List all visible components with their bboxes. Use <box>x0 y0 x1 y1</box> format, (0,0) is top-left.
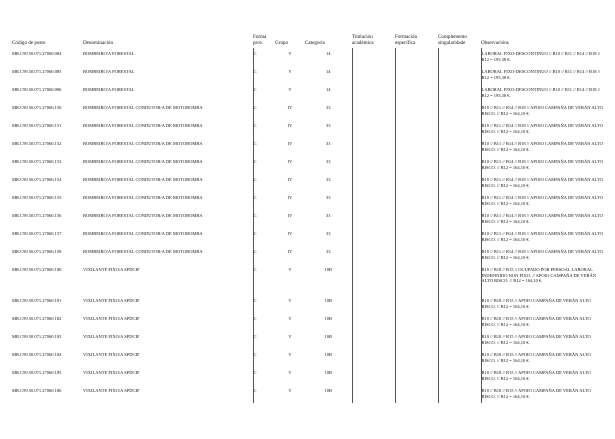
cell-observacions: B10 // B11 // B14 // B18 // APOIO CAMPAÑA DE VERÁN ALTO RISCO. // B12 = 164,10 €. <box>481 210 606 228</box>
cell-grupo: IV <box>287 123 293 128</box>
cell-observacions: B10 // B11 // B14 // B18 // APOIO CAMPAÑA DE VERÁN ALTO RISCO. // B12 = 164,10 €. <box>481 174 606 192</box>
cell-grupo: IV <box>287 249 293 254</box>
cell-denominacion: BOMBEIRO/A FORESTAL CONDUTOR/A DE MOTOBOMBA <box>83 141 203 146</box>
cell-observacions: B10 // B11 // B14 // B18 // APOIO CAMPAÑA DE VERÁN ALTO RISCO. // B12 = 164,10 €. <box>481 120 606 138</box>
cell-formacion <box>395 192 438 210</box>
header-complemento: Complemento singularidade <box>438 34 467 47</box>
cell-grupo: IV <box>287 177 293 182</box>
cell-titulacion <box>352 102 395 120</box>
cell-formacion <box>395 331 438 349</box>
cell-codigo: MR.C99.50.071.27060.150 <box>12 105 62 110</box>
cell-titulacion <box>352 264 395 295</box>
cell-forma: C <box>253 228 275 246</box>
cell-grupo: IV <box>287 231 293 236</box>
cell-titulacion <box>352 246 395 264</box>
cell-categoria: 10B <box>324 388 332 393</box>
cell-denominacion: BOMBEIRO/A FORESTAL <box>83 69 135 74</box>
cell-denominacion: BOMBEIRO/A FORESTAL CONDUTOR/A DE MOTOBOMBA <box>83 195 203 200</box>
cell-titulacion <box>352 192 395 210</box>
cell-forma: C <box>253 66 275 84</box>
cell-categoria: 10B <box>324 352 332 357</box>
cell-formacion <box>395 210 438 228</box>
cell-forma: C <box>253 84 275 102</box>
cell-formacion <box>395 84 438 102</box>
cell-complemento <box>438 228 481 246</box>
cell-denominacion: BOMBEIRO/A FORESTAL CONDUTOR/A DE MOTOBOMBA <box>83 123 203 128</box>
cell-titulacion <box>352 295 395 313</box>
table-row <box>12 192 606 210</box>
table-row <box>12 295 606 313</box>
cell-forma: C <box>253 246 275 264</box>
cell-codigo: MR.C99.50.071.27060.086 <box>12 87 62 92</box>
cell-formacion <box>395 349 438 367</box>
cell-complemento <box>438 138 481 156</box>
table-row <box>12 367 606 385</box>
cell-formacion <box>395 156 438 174</box>
cell-forma: C <box>253 264 275 295</box>
cell-formacion <box>395 120 438 138</box>
cell-formacion <box>395 228 438 246</box>
table-row <box>12 228 606 246</box>
cell-categoria: 10B <box>324 298 332 303</box>
cell-denominacion: BOMBEIRO/A FORESTAL CONDUTOR/A DE MOTOBOMBA <box>83 105 203 110</box>
cell-denominacion: VIXILANTE FIXO/A SPDCIF <box>83 267 140 272</box>
cell-codigo: MR.C99.50.071.27060.156 <box>12 213 62 218</box>
cell-forma: C <box>253 331 275 349</box>
cell-grupo: V <box>288 51 292 56</box>
cell-formacion <box>395 264 438 295</box>
cell-grupo: IV <box>287 195 293 200</box>
cell-observacions: B10 // B18 // B15 // OCUPADO POR PERSOAL LABORAL INDEFINIDO NON FIXO. // APOIO CAMPAÑA DE VERÁN ALTO RISCO. // B12 = 164,10 €. <box>481 264 606 295</box>
table-body <box>12 48 606 403</box>
header-codigo: Código de posto <box>12 40 46 47</box>
cell-codigo: MR.C99.50.071.27060.152 <box>12 141 62 146</box>
cell-categoria: 33 <box>326 123 331 128</box>
cell-observacions: LABORAL FIXO-DESCONTINUO // B10 // B11 // B14 // B18 // B12 = 195,38 €. <box>481 66 606 84</box>
cell-codigo: MR.C99.50.071.27060.186 <box>12 388 62 393</box>
cell-grupo: V <box>288 334 292 339</box>
cell-codigo: MR.C99.50.071.27060.155 <box>12 195 62 200</box>
cell-complemento <box>438 120 481 138</box>
cell-grupo: IV <box>287 213 293 218</box>
cell-titulacion <box>352 349 395 367</box>
cell-complemento <box>438 246 481 264</box>
cell-codigo: MR.C99.50.071.27060.154 <box>12 177 62 182</box>
cell-grupo: V <box>288 69 292 74</box>
cell-codigo: MR.C99.50.071.27060.158 <box>12 249 62 254</box>
cell-complemento <box>438 313 481 331</box>
cell-grupo: V <box>288 352 292 357</box>
table-row <box>12 84 606 102</box>
cell-codigo: MR.C99.50.071.27060.151 <box>12 123 62 128</box>
table-row <box>12 156 606 174</box>
table-header <box>12 33 606 48</box>
cell-categoria: 33 <box>326 249 331 254</box>
header-observacions: Observacións <box>481 40 509 47</box>
table-row <box>12 331 606 349</box>
header-forma: Forma prov. <box>253 34 267 47</box>
cell-grupo: V <box>288 388 292 393</box>
cell-codigo: MR.C99.50.071.27060.183 <box>12 334 62 339</box>
table-row <box>12 48 606 66</box>
cell-grupo: IV <box>287 105 293 110</box>
cell-grupo: V <box>288 298 292 303</box>
cell-forma: C <box>253 156 275 174</box>
cell-forma: C <box>253 210 275 228</box>
cell-complemento <box>438 264 481 295</box>
cell-formacion <box>395 48 438 66</box>
cell-observacions: B10 // B18 // B15 // APOIO CAMPAÑA DE VERÁN ALTO RISCO. // B12 = 164,10 €. <box>481 367 606 385</box>
cell-formacion <box>395 174 438 192</box>
cell-grupo: IV <box>287 141 293 146</box>
cell-titulacion <box>352 84 395 102</box>
cell-codigo: MR.C99.50.071.27060.182 <box>12 316 62 321</box>
cell-titulacion <box>352 138 395 156</box>
cell-titulacion <box>352 174 395 192</box>
cell-complemento <box>438 192 481 210</box>
cell-complemento <box>438 174 481 192</box>
cell-formacion <box>395 313 438 331</box>
cell-denominacion: VIXILANTE FIXO/A SPDCIF <box>83 298 140 303</box>
table-row <box>12 174 606 192</box>
table-row <box>12 385 606 403</box>
cell-observacions: B10 // B18 // B15 // APOIO CAMPAÑA DE VERÁN ALTO RISCO. // B12 = 164,10 €. <box>481 385 606 403</box>
cell-forma: C <box>253 138 275 156</box>
cell-categoria: 33 <box>326 231 331 236</box>
table-row <box>12 210 606 228</box>
cell-categoria: 33 <box>326 159 331 164</box>
cell-observacions: B10 // B18 // B15 // APOIO CAMPAÑA DE VERÁN ALTO RISCO. // B12 = 164,10 €. <box>481 349 606 367</box>
cell-observacions: B10 // B11 // B14 // B18 // APOIO CAMPAÑA DE VERÁN ALTO RISCO. // B12 = 164,10 €. <box>481 138 606 156</box>
cell-titulacion <box>352 313 395 331</box>
cell-formacion <box>395 367 438 385</box>
cell-complemento <box>438 102 481 120</box>
cell-forma: C <box>253 367 275 385</box>
cell-categoria: 14 <box>326 87 331 92</box>
cell-codigo: MR.C99.50.071.27060.185 <box>12 370 62 375</box>
cell-forma: C <box>253 174 275 192</box>
table-row <box>12 264 606 295</box>
table-row <box>12 120 606 138</box>
cell-complemento <box>438 295 481 313</box>
cell-categoria: 10B <box>324 334 332 339</box>
cell-titulacion <box>352 367 395 385</box>
cell-denominacion: BOMBEIRO/A FORESTAL CONDUTOR/A DE MOTOBOMBA <box>83 177 203 182</box>
cell-formacion <box>395 385 438 403</box>
cell-codigo: MR.C99.50.071.27060.180 <box>12 267 62 272</box>
cell-formacion <box>395 295 438 313</box>
cell-complemento <box>438 385 481 403</box>
cell-formacion <box>395 246 438 264</box>
cell-denominacion: BOMBEIRO/A FORESTAL CONDUTOR/A DE MOTOBOMBA <box>83 159 203 164</box>
cell-titulacion <box>352 48 395 66</box>
cell-forma: C <box>253 120 275 138</box>
cell-forma: C <box>253 295 275 313</box>
cell-observacions: LABORAL FIXO-DESCONTINUO // B10 // B11 // B14 // B18 // B12 = 195,38 €. <box>481 84 606 102</box>
cell-grupo: IV <box>287 159 293 164</box>
table-row <box>12 349 606 367</box>
cell-forma: C <box>253 385 275 403</box>
cell-categoria: 10B <box>324 267 332 272</box>
cell-forma: C <box>253 192 275 210</box>
cell-titulacion <box>352 331 395 349</box>
cell-forma: C <box>253 102 275 120</box>
cell-titulacion <box>352 156 395 174</box>
cell-categoria: 33 <box>326 177 331 182</box>
cell-titulacion <box>352 66 395 84</box>
cell-denominacion: VIXILANTE FIXO/A SPDCIF <box>83 352 140 357</box>
cell-observacions: B10 // B11 // B14 // B18 // APOIO CAMPAÑA DE VERÁN ALTO RISCO. // B12 = 164,10 €. <box>481 102 606 120</box>
header-formacion: Formación específica <box>395 34 418 47</box>
cell-complemento <box>438 84 481 102</box>
cell-titulacion <box>352 228 395 246</box>
cell-grupo: V <box>288 87 292 92</box>
cell-denominacion: BOMBEIRO/A FORESTAL CONDUTOR/A DE MOTOBOMBA <box>83 213 203 218</box>
cell-categoria: 33 <box>326 105 331 110</box>
cell-grupo: V <box>288 370 292 375</box>
cell-denominacion: BOMBEIRO/A FORESTAL CONDUTOR/A DE MOTOBOMBA <box>83 249 203 254</box>
header-titulacion: Titulación académica <box>352 34 374 47</box>
cell-denominacion: BOMBEIRO/A FORESTAL <box>83 87 135 92</box>
cell-observacions: B10 // B18 // B15 // APOIO CAMPAÑA DE VERÁN ALTO RISCO. // B12 = 164,10 €. <box>481 331 606 349</box>
cell-denominacion: VIXILANTE FIXO/A SPDCIF <box>83 334 140 339</box>
header-categoria: Categoría <box>305 40 325 47</box>
cell-categoria: 10B <box>324 316 332 321</box>
cell-formacion <box>395 66 438 84</box>
table-row <box>12 313 606 331</box>
cell-complemento <box>438 66 481 84</box>
table-row <box>12 138 606 156</box>
cell-categoria: 14 <box>326 51 331 56</box>
table-row <box>12 66 606 84</box>
cell-complemento <box>438 331 481 349</box>
cell-categoria: 33 <box>326 141 331 146</box>
cell-categoria: 33 <box>326 213 331 218</box>
cell-forma: C <box>253 313 275 331</box>
cell-observacions: B10 // B11 // B14 // B18 // APOIO CAMPAÑA DE VERÁN ALTO RISCO. // B12 = 164,10 €. <box>481 228 606 246</box>
cell-denominacion: BOMBEIRO/A FORESTAL CONDUTOR/A DE MOTOBOMBA <box>83 231 203 236</box>
header-grupo: Grupo <box>275 40 289 47</box>
cell-complemento <box>438 210 481 228</box>
cell-complemento <box>438 156 481 174</box>
cell-observacions: B10 // B11 // B14 // B18 // APOIO CAMPAÑA DE VERÁN ALTO RISCO. // B12 = 164,10 €. <box>481 192 606 210</box>
cell-denominacion: VIXILANTE FIXO/A SPDCIF <box>83 388 140 393</box>
document-page <box>12 33 606 403</box>
cell-denominacion: VIXILANTE FIXO/A SPDCIF <box>83 370 140 375</box>
cell-complemento <box>438 367 481 385</box>
cell-codigo: MR.C99.50.071.27060.085 <box>12 69 62 74</box>
cell-denominacion: VIXILANTE FIXO/A SPDCIF <box>83 316 140 321</box>
header-denominacion: Denominación <box>83 40 113 47</box>
cell-formacion <box>395 102 438 120</box>
cell-codigo: MR.C99.50.071.27060.181 <box>12 298 62 303</box>
cell-forma: C <box>253 48 275 66</box>
cell-observacions: B10 // B18 // B15 // APOIO CAMPAÑA DE VERÁN ALTO RISCO. // B12 = 164,10 €. <box>481 313 606 331</box>
table-row <box>12 246 606 264</box>
cell-titulacion <box>352 210 395 228</box>
cell-grupo: V <box>288 316 292 321</box>
cell-codigo: MR.C99.50.071.27060.084 <box>12 51 62 56</box>
cell-titulacion <box>352 120 395 138</box>
cell-observacions: B10 // B18 // B15 // APOIO CAMPAÑA DE VERÁN ALTO RISCO. // B12 = 164,10 €. <box>481 295 606 313</box>
cell-formacion <box>395 138 438 156</box>
cell-observacions: LABORAL FIXO-DESCONTINUO // B10 // B11 // B14 // B18 // B12 = 195,38 €. <box>481 48 606 66</box>
cell-categoria: 10B <box>324 370 332 375</box>
cell-complemento <box>438 349 481 367</box>
cell-codigo: MR.C99.50.071.27060.184 <box>12 352 62 357</box>
cell-grupo: V <box>288 267 292 272</box>
cell-titulacion <box>352 385 395 403</box>
posts-table <box>12 33 606 403</box>
cell-observacions: B10 // B11 // B14 // B18 // APOIO CAMPAÑA DE VERÁN ALTO RISCO. // B12 = 164,10 €. <box>481 246 606 264</box>
cell-complemento <box>438 48 481 66</box>
cell-categoria: 33 <box>326 195 331 200</box>
cell-denominacion: BOMBEIRO/A FORESTAL <box>83 51 135 56</box>
cell-observacions: B10 // B11 // B14 // B18 // APOIO CAMPAÑA DE VERÁN ALTO RISCO. // B12 = 164,10 €. <box>481 156 606 174</box>
cell-codigo: MR.C99.50.071.27060.157 <box>12 231 62 236</box>
cell-forma: C <box>253 349 275 367</box>
cell-categoria: 14 <box>326 69 331 74</box>
cell-codigo: MR.C99.50.071.27060.153 <box>12 159 62 164</box>
table-row <box>12 102 606 120</box>
